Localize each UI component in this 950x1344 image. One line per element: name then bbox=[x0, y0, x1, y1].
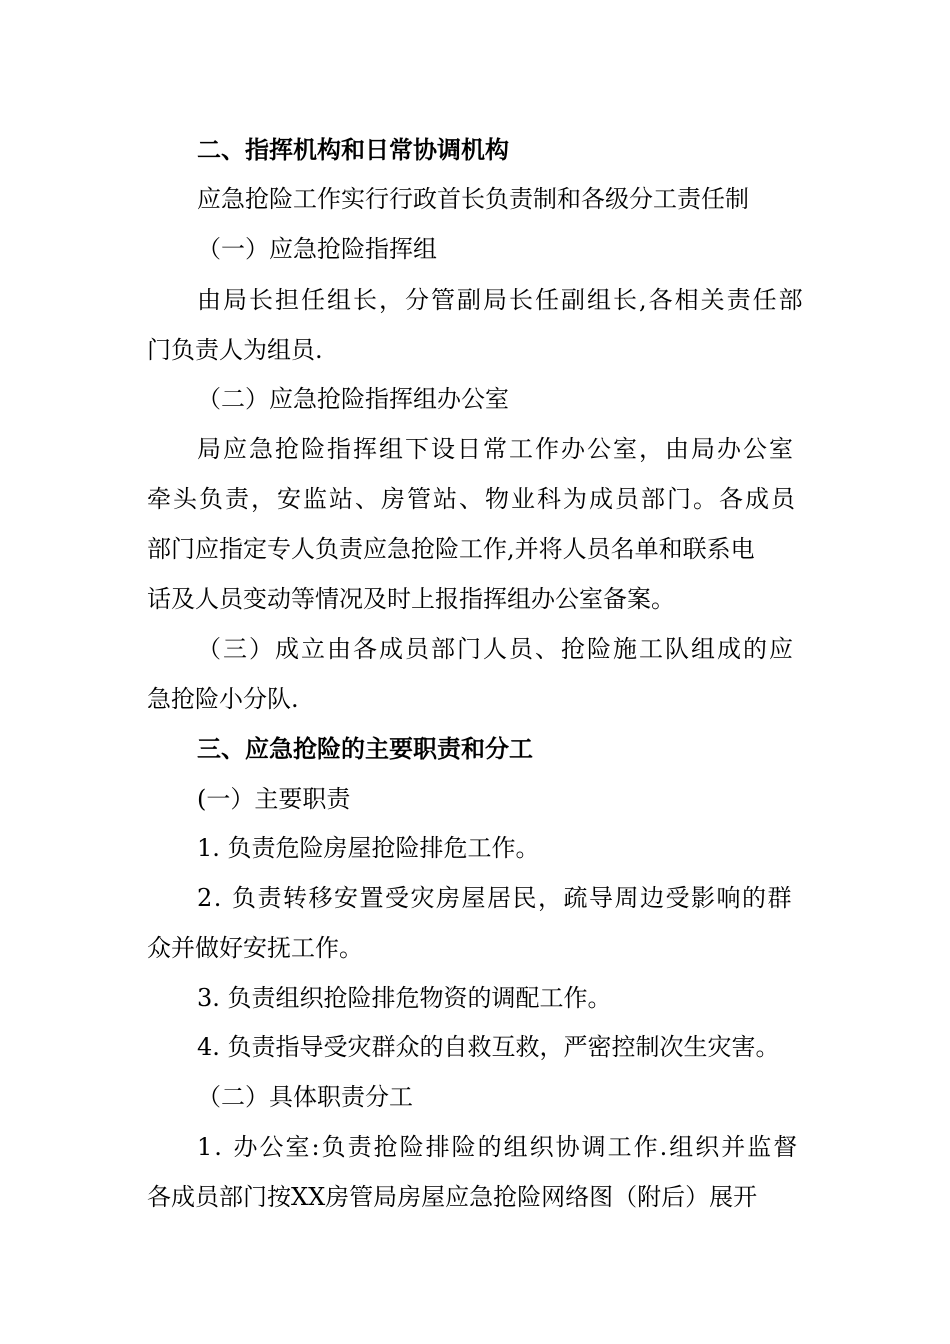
paragraph-line: 众并做好安抚工作。 bbox=[147, 934, 363, 962]
list-item: 4. 负责指导受灾群众的自救互救，严密控制次生灾害。 bbox=[197, 1033, 780, 1061]
paragraph-line: 牵头负责，安监站、房管站、物业科为成员部门。各成员 bbox=[147, 485, 797, 513]
paragraph-line: 急抢险小分队. bbox=[147, 685, 299, 713]
list-item: 1. 负责危险房屋抢险排危工作。 bbox=[197, 834, 540, 862]
subheading-specific-duties: （二）具体职责分工 bbox=[197, 1083, 413, 1111]
paragraph-line: 部门应指定专人负责应急抢险工作,并将人员名单和联系电 bbox=[147, 535, 755, 563]
section-heading-3: 三、应急抢险的主要职责和分工 bbox=[197, 735, 533, 763]
list-item: 3. 负责组织抢险排危物资的调配工作。 bbox=[197, 984, 612, 1012]
paragraph-line: 由局长担任组长，分管副局长任副组长,各相关责任部 bbox=[197, 286, 805, 314]
subheading-3: （三）成立由各成员部门人员、抢险施工队组成的应 bbox=[197, 635, 795, 663]
paragraph-line: 各成员部门按XX房管局房屋应急抢险网络图（附后）展开 bbox=[147, 1183, 758, 1211]
subheading-main-duties: (一）主要职责 bbox=[197, 785, 351, 813]
subheading-1: （一）应急抢险指挥组 bbox=[197, 235, 437, 263]
paragraph-line: 局应急抢险指挥组下设日常工作办公室，由局办公室 bbox=[197, 435, 795, 463]
paragraph-line: 应急抢险工作实行行政首长负责制和各级分工责任制 bbox=[197, 185, 749, 213]
list-item: 2. 负责转移安置受灾房屋居民，疏导周边受影响的群 bbox=[197, 884, 794, 912]
subheading-2: （二）应急抢险指挥组办公室 bbox=[197, 385, 509, 413]
section-heading-2: 二、指挥机构和日常协调机构 bbox=[197, 136, 509, 164]
paragraph-line: 话及人员变动等情况及时上报指挥组办公室备案。 bbox=[147, 585, 675, 613]
paragraph-line: 门负责人为组员. bbox=[147, 336, 323, 364]
list-item: 1. 办公室:负责抢险排险的组织协调工作.组织并监督 bbox=[197, 1133, 800, 1161]
